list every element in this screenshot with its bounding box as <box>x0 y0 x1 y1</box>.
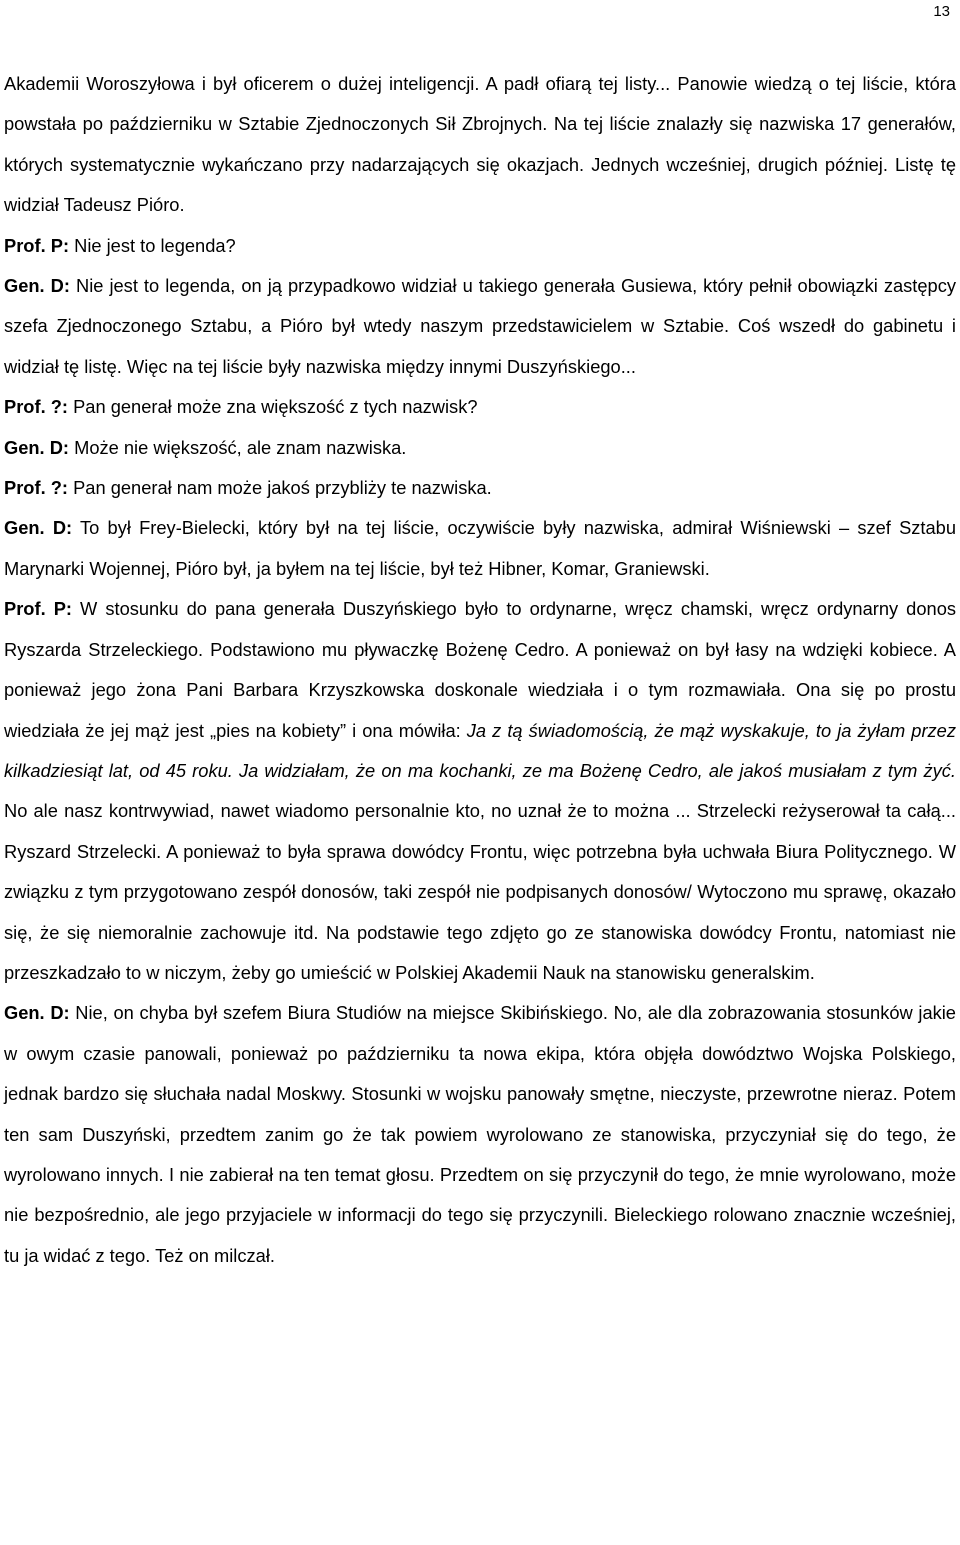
document-body <box>4 64 956 1276</box>
text-run: Nie, on chyba był szefem Biura Studiów na miejsce Skibińskiego. No, ale dla zobrazowania stosunków jakie w owym czasie panowali, ponieważ po październiku ta nowa ekipa, która objęła dowództwo Wojska Polskiego, jednak bardzo się słuchała nadal Moskwy. Stosunki w wojsku panowały smętne, nieczyste, przewrotne nieraz. Potem ten sam Duszyński, przedtem zanim go że tak powiem wyrolowano ze stanowiska, przyczyniał się do tego, że wyrolowano innych. I nie zabierał na ten temat głosu. Przedtem on się przyczynił do tego, że mnie wyrolowano, może nie bezpośrednio, ale jego przyjaciele w informacji do tego się przyczynili. Bieleckiego rolowano znacznie wcześniej, tu ja widać z tego. Też on milczał. <box>4 1002 956 1266</box>
text-run: Akademii Woroszyłowa i był oficerem o dużej inteligencji. A padł ofiarą tej listy... Panowie wiedzą o tej liście, która powstała po październiku w Sztabie Zjednoczonych Sił Zbrojnych. Na tej liście znalazły się nazwiska 17 generałów, których systematycznie wykańczano przy nadarzających się okazjach. Jednych wcześniej, drugich później. Listę tę widział Tadeusz Pióro. <box>4 73 956 216</box>
speaker-label: Gen. <box>4 275 45 297</box>
speaker-label: Prof. <box>4 598 46 620</box>
speaker-label: Gen. <box>4 436 45 458</box>
paragraph <box>4 589 956 993</box>
text-run: To był Frey-Bielecki, który był na tej liście, oczywiście były nazwiska, admirał Wiśniewski – szef Sztabu Marynarki Wojennej, Pióro był, ja byłem na tej liście, był też Hibner, Komar, Graniewski. <box>4 517 956 579</box>
quoted-speech: Ja z tą świadomością, że mąż wyskakuje, to ja żyłam przez kilkadziesiąt lat, od 45 roku. Ja widziałam, że on ma kochanki, ze ma Bożenę Cedro, ale jakoś musiałam z tym żyć. <box>4 719 956 781</box>
text-run: Pan generał nam może jakoś przybliży te nazwiska. <box>68 477 492 499</box>
speaker-label: D: <box>52 517 73 539</box>
paragraph <box>4 468 956 508</box>
paragraph <box>4 993 956 1276</box>
paragraph <box>4 226 956 266</box>
speaker-label: P: <box>53 598 72 620</box>
text-run: Pan generał może zna większość z tych nazwisk? <box>68 396 478 418</box>
speaker-label: Prof. <box>4 234 46 256</box>
text-run <box>46 598 54 619</box>
paragraph <box>4 508 956 589</box>
text-run: Może nie większość, ale znam nazwiska. <box>69 436 407 458</box>
speaker-label: Gen. <box>4 517 45 539</box>
text-run: No ale nasz kontrwywiad, nawet wiadomo personalnie kto, no uznał że to można ... Strzelecki reżyserował ta całą... Ryszard Strzelecki. A ponieważ to była sprawa dowódcy Frontu, więc potrzebna była uchwała Biura Politycznego. W związku z tym przygotowano zespół donosów, taki zespół nie podpisanych donosów/ Wytoczono mu sprawę, okazało się, że się niemoralnie zachowuje itd. Na podstawie tego zdjęto go ze stanowiska dowódcy Frontu, natomiast nie przeszkadzało to w niczym, żeby go umieścić w Polskiej Akademii Nauk na stanowisku generalskim. <box>4 800 956 983</box>
paragraph <box>4 266 956 387</box>
speaker-label: Gen. <box>4 1002 45 1024</box>
page-number: 13 <box>933 3 950 20</box>
text-run: Nie jest to legenda? <box>69 234 236 256</box>
speaker-label: D: <box>50 1002 70 1024</box>
text-run: W stosunku do pana generała Duszyńskiego było to ordynarne, wręcz chamski, wręcz ordynarny donos Ryszarda Strzeleckiego. Podstawiono mu pływaczkę Bożenę Cedro. A ponieważ on był łasy na wdzięki kobiece. A ponieważ jego żona Pani Barbara Krzyszkowska doskonale wiedziała i o tym rozmawiała. Ona się po prostu wiedziała że jej mąż jest „pies na kobiety” i ona mówiła: <box>4 598 956 741</box>
text-run: Nie jest to legenda, on ją przypadkowo widział u takiego generała Gusiewa, który pełnił obowiązki zastępcy szefa Zjednoczonego Sztabu, a Pióro był wtedy naszym przedstawicielem w Sztabie. Coś wszedł do gabinetu i widział tę listę. Więc na tej liście były nazwiska między innymi Duszyńskiego... <box>4 275 956 377</box>
speaker-label: ?: <box>50 396 69 418</box>
speaker-label: ?: <box>50 477 69 499</box>
speaker-label: D: <box>49 436 70 458</box>
paragraph <box>4 64 956 226</box>
speaker-label: D: <box>50 275 70 297</box>
speaker-label: Prof. <box>4 396 46 418</box>
text-run <box>45 517 53 538</box>
speaker-label: Prof. <box>4 477 46 499</box>
paragraph <box>4 428 956 468</box>
speaker-label: P: <box>50 234 70 256</box>
paragraph <box>4 387 956 427</box>
